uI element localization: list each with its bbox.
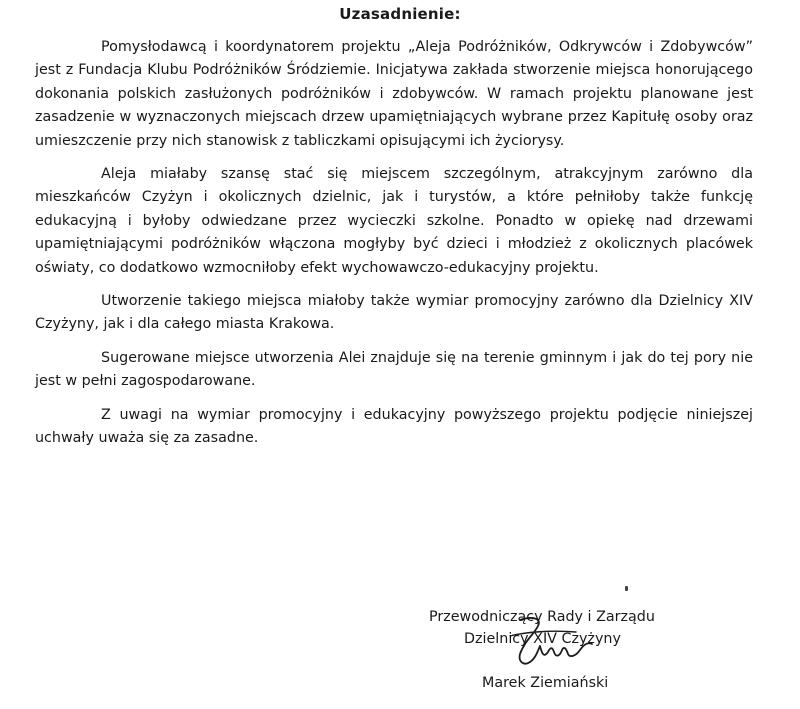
document-heading: Uzasadnienie: [339, 5, 461, 23]
paragraph-3: Utworzenie takiego miejsca miałoby także wymiar promocyjny zarówno dla Dzielnicy XIV Czyżyny, jak i dla całego miasta Krakowa. [35, 293, 753, 333]
signatory-title-line-2: Dzielnicy XIV Czyżyny [464, 631, 621, 647]
paragraph-5: Z uwagi na wymiar promocyjny i edukacyjny powyższego projektu podjęcie niniejszej uchwały uważa się za zasadne. [35, 406, 753, 447]
signatory-title-line-1: Przewodniczący Rady i Zarządu [429, 609, 655, 625]
justification-body [35, 36, 753, 461]
scan-speck [625, 586, 628, 591]
paragraph-2: Aleja miałaby szansę stać się miejscem szczególnym, atrakcyjnym zarówno dla mieszkańców Czyżyn i okolicznych dzielnic, jak i turystów, a które pełniłoby także funkcję edukacyjną i byłoby odwiedzane przez wycieczki szkolne. Ponadto w opiekę nad drzewami upamiętniającymi podróżników włączona mogłyby być dzieci i młodzież z okolicznych placówek oświaty, co dodatkowo wzmocniłoby efekt wychowawczo-edukacyjny projektu. [35, 166, 753, 276]
paragraph-1: Pomysłodawcą i koordynatorem projektu „Aleja Podróżników, Odkrywców i Zdobywców” jest z Fundacja Klubu Podróżników Śródziemie. Inicjatywa zakłada stworzenie miejsca honorującego dokonania polskich zasłużonych podróżników i zdobywców. W ramach projektu planowane jest zasadzenie w wyznaczonych miejscach drzew upamiętniających wybrane przez Kapitułę osoby oraz umieszczenie przy nich stanowisk z tabliczkami opisującymi ich życiorysy. [35, 39, 753, 149]
signatory-name: Marek Ziemiański [482, 675, 609, 691]
paragraph-4: Sugerowane miejsce utworzenia Alei znajduje się na terenie gminnym i jak do tej pory nie jest w pełni zagospodarowane. [35, 349, 753, 390]
handwritten-signature [480, 612, 600, 672]
